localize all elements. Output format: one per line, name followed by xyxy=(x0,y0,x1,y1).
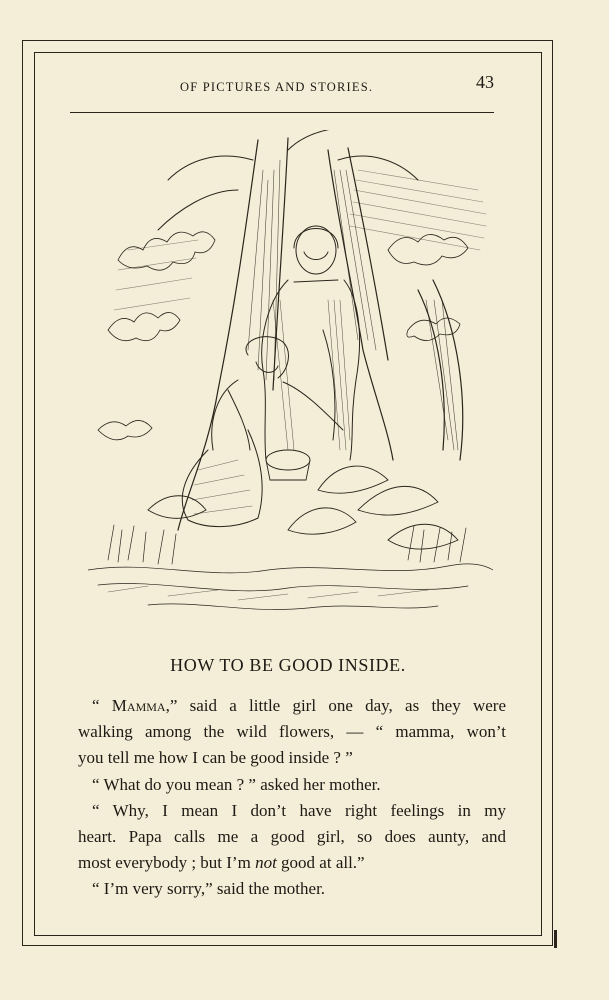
emphasis-not: not xyxy=(255,853,277,873)
paragraph-3-line-3-end: good at all.” xyxy=(276,853,365,873)
paragraph-1-line-3: you tell me how I can be good inside ? ” xyxy=(78,748,353,768)
border-corner-mark xyxy=(554,930,557,948)
page-number: 43 xyxy=(476,72,494,92)
paragraph-3-line-3-start: most everybody ; but I’m xyxy=(78,853,256,873)
paragraph-1-line-2: walking among the wild flowers, — “ mamma, won’t xyxy=(78,722,506,742)
story-body xyxy=(78,693,506,903)
paragraph-3-line-1: “ Why, I mean I don’t have right feelings in my xyxy=(92,800,506,820)
paragraph-2: “ What do you mean ? ” asked her mother. xyxy=(92,774,381,794)
paragraph-3-line-3 xyxy=(78,850,506,876)
story-title: HOW TO BE GOOD INSIDE. xyxy=(170,655,406,675)
paragraph-1-line-1-rest: ,” said a little girl one day, as they were xyxy=(165,696,506,715)
header-rule xyxy=(70,112,494,113)
mamma-small-caps: Mamma xyxy=(111,696,166,715)
paragraph-1-line-1 xyxy=(78,693,506,719)
running-header-title: OF PICTURES AND STORIES. xyxy=(180,80,374,94)
engraving-illustration xyxy=(88,130,493,630)
open-quote: “ xyxy=(92,696,112,715)
paragraph-4: “ I’m very sorry,” said the mother. xyxy=(92,879,326,899)
paragraph-3-line-2: heart. Papa calls me a good girl, so does aunty, and xyxy=(78,827,506,847)
